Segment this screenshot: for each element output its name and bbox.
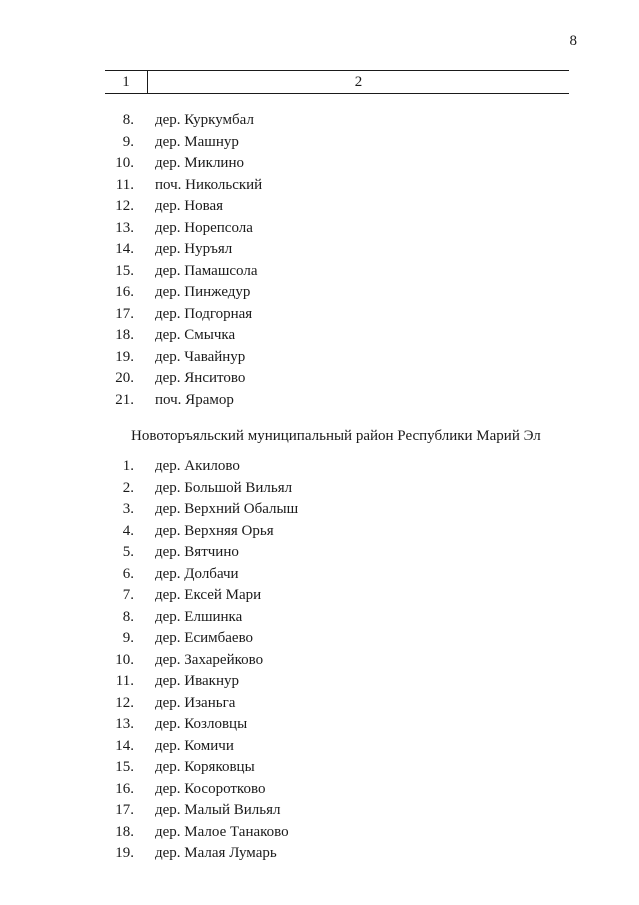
item-name: дер. Янситово xyxy=(155,370,246,386)
item-name: дер. Комичи xyxy=(155,737,234,754)
item-number: 11. xyxy=(115,176,134,193)
item-name: дер. Малое Танаково xyxy=(155,823,289,840)
header-column-1: 1 xyxy=(105,71,148,93)
item-name: дер. Ивакнур xyxy=(155,673,239,689)
item-name: дер. Есимбаево xyxy=(155,630,254,646)
item-number: 12. xyxy=(115,694,134,711)
item-number: 16. xyxy=(115,284,134,300)
item-name: дер. Акилово xyxy=(155,458,240,474)
item-name: дер. Верхняя Орья xyxy=(155,522,274,539)
item-number: 10. xyxy=(115,155,134,171)
item-number: 4. xyxy=(122,522,134,539)
item-number: 9. xyxy=(122,630,134,646)
item-number: 18. xyxy=(115,823,134,840)
item-number: 14. xyxy=(115,737,134,754)
item-name: дер. Большой Вильял xyxy=(155,479,293,496)
page-number: 8 xyxy=(569,33,577,49)
item-name: дер. Косоротково xyxy=(155,780,266,797)
item-number: 8. xyxy=(122,112,134,128)
item-number: 11. xyxy=(115,673,134,689)
item-name: дер. Изаньга xyxy=(155,694,236,711)
item-name: дер. Ексей Мари xyxy=(155,587,262,603)
item-number: 6. xyxy=(122,565,134,582)
item-number: 15. xyxy=(115,262,134,279)
item-name: дер. Козловцы xyxy=(155,716,248,732)
item-number: 8. xyxy=(122,608,134,625)
item-name: дер. Новая xyxy=(155,198,224,214)
item-name: дер. Миклино xyxy=(155,155,244,171)
item-number: 16. xyxy=(115,780,134,797)
item-name: дер. Коряковцы xyxy=(155,759,255,775)
item-number: 13. xyxy=(115,219,134,236)
item-name: дер. Вятчино xyxy=(155,544,239,560)
item-number: 17. xyxy=(115,305,134,322)
item-number: 13. xyxy=(115,716,134,732)
item-number: 20. xyxy=(115,370,134,386)
item-number: 21. xyxy=(115,391,134,408)
item-number: 15. xyxy=(115,759,134,775)
item-number: 3. xyxy=(122,501,134,517)
item-number: 2. xyxy=(122,479,134,496)
item-number: 19. xyxy=(115,348,134,365)
item-name: дер. Малый Вильял xyxy=(155,802,281,818)
item-name: дер. Нуръял xyxy=(155,241,233,257)
item-number: 19. xyxy=(115,845,134,861)
item-name: дер. Чавайнур xyxy=(155,348,246,365)
item-name: поч. Никольский xyxy=(155,176,263,193)
item-number: 9. xyxy=(122,133,134,150)
item-number: 7. xyxy=(122,587,134,603)
item-name: дер. Малая Лумарь xyxy=(155,845,277,861)
item-name: дер. Памашсола xyxy=(155,262,258,279)
item-number: 14. xyxy=(115,241,134,257)
item-name: поч. Ярамор xyxy=(155,391,234,408)
item-number: 17. xyxy=(115,802,134,818)
item-name: дер. Захарейково xyxy=(155,651,264,668)
item-name: дер. Подгорная xyxy=(155,305,253,322)
table-header xyxy=(105,70,569,94)
item-number: 10. xyxy=(115,651,134,668)
item-name: дер. Верхний Обалыш xyxy=(155,501,299,517)
item-name: дер. Елшинка xyxy=(155,608,243,625)
section-title: Новоторъяльский муниципальный район Республики Марий Эл xyxy=(131,428,541,444)
item-name: дер. Машнур xyxy=(155,133,239,150)
item-number: 12. xyxy=(115,198,134,214)
item-name: дер. Долбачи xyxy=(155,565,239,582)
item-name: дер. Пинжедур xyxy=(155,284,251,300)
header-column-2: 2 xyxy=(354,74,363,90)
item-number: 5. xyxy=(122,544,134,560)
item-name: дер. Куркумбал xyxy=(155,112,254,128)
item-name: дер. Смычка xyxy=(155,327,236,343)
item-number: 1. xyxy=(122,458,134,474)
item-number: 18. xyxy=(115,327,134,343)
item-name: дер. Норепсола xyxy=(155,219,253,236)
